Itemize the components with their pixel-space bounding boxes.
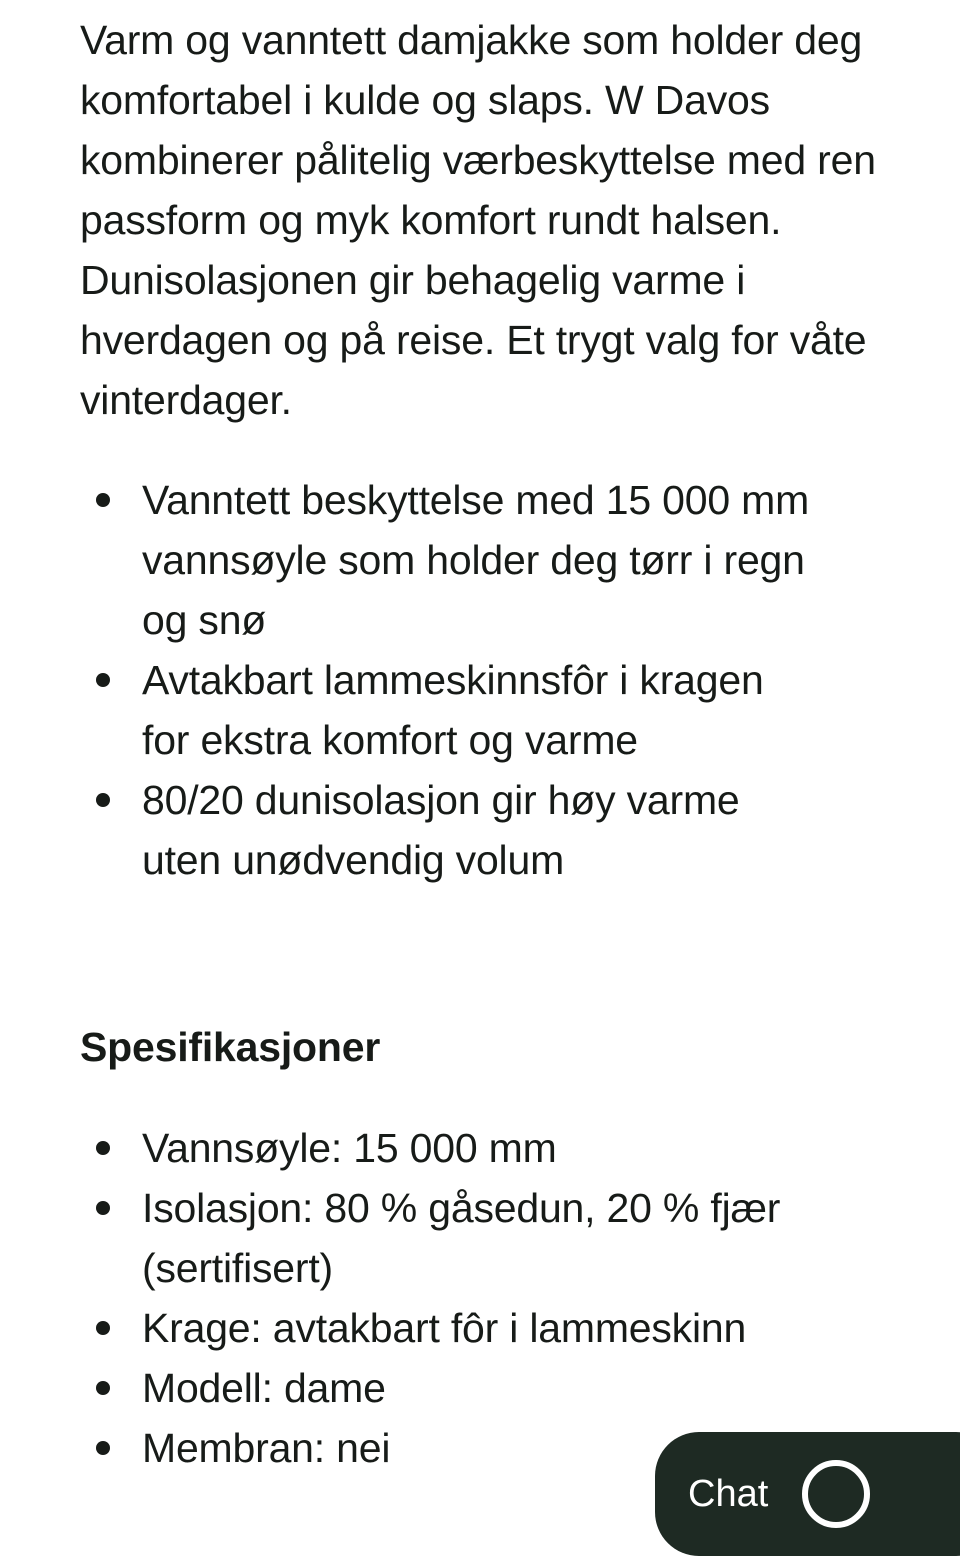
chat-button[interactable] bbox=[655, 1432, 960, 1556]
spec-item bbox=[80, 1298, 820, 1358]
bullet-icon bbox=[96, 1381, 110, 1395]
feature-list bbox=[80, 470, 820, 890]
bullet-icon bbox=[96, 1201, 110, 1215]
bullet-icon bbox=[96, 1141, 110, 1155]
product-intro-text: Varm og vanntett damjakke som holder deg komfortabel i kulde og slaps. W Davos kombinerer pålitelig værbeskyttelse med ren passform og myk komfort rundt halsen. Dunisolasjonen gir behagelig varme i hverdagen og på reise. Et trygt valg for våte vinterdager. bbox=[80, 17, 876, 423]
spec-text: Membran: nei bbox=[142, 1425, 391, 1471]
feature-text: Vanntett beskyttelse med 15 000 mm vannsøyle som holder deg tørr i regn og snø bbox=[142, 477, 810, 643]
bullet-icon bbox=[96, 793, 110, 807]
spec-text: Krage: avtakbart fôr i lammeskinn bbox=[142, 1305, 747, 1351]
chat-button-label: Chat bbox=[688, 1472, 769, 1515]
spec-text: Vannsøyle: 15 000 mm bbox=[142, 1125, 557, 1171]
bullet-icon bbox=[96, 1441, 110, 1455]
feature-text: Avtakbart lammeskinnsfôr i kragen for ekstra komfort og varme bbox=[142, 657, 764, 763]
bullet-icon bbox=[96, 493, 110, 507]
bullet-icon bbox=[96, 1321, 110, 1335]
spec-text: Isolasjon: 80 % gåsedun, 20 % fjær (sertifisert) bbox=[142, 1185, 781, 1291]
spec-text: Modell: dame bbox=[142, 1365, 386, 1411]
feature-item bbox=[80, 770, 820, 890]
bullet-icon bbox=[96, 673, 110, 687]
spec-item bbox=[80, 1118, 820, 1178]
feature-item bbox=[80, 650, 820, 770]
specifications-list bbox=[80, 1118, 820, 1478]
feature-item bbox=[80, 470, 820, 650]
feature-text: 80/20 dunisolasjon gir høy varme uten unødvendig volum bbox=[142, 777, 740, 883]
spec-item bbox=[80, 1178, 820, 1298]
spec-item bbox=[80, 1358, 820, 1418]
specifications-heading: Spesifikasjoner bbox=[80, 1024, 381, 1070]
